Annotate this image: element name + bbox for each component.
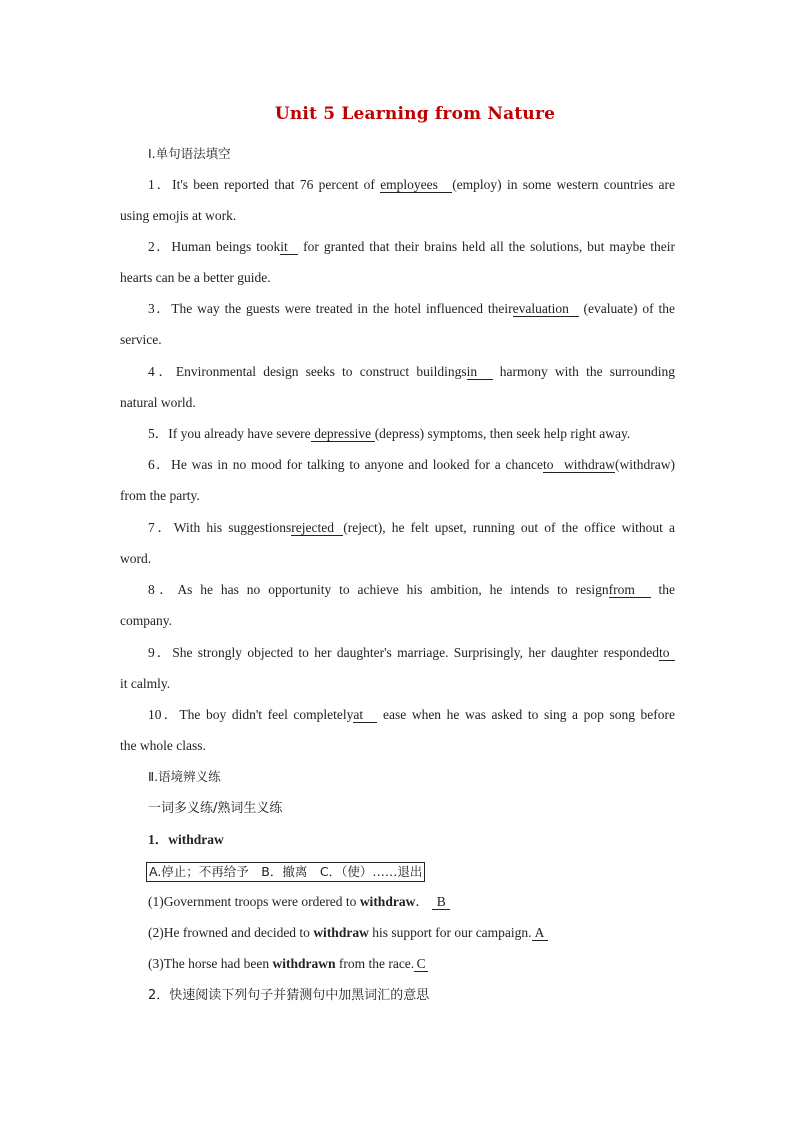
- sentence-2-answer: A: [532, 925, 548, 941]
- answer-blank-4: in: [467, 364, 493, 380]
- item-2-instruction: 2．快速阅读下列句子并猜测句中加黑词汇的意思: [148, 988, 430, 1003]
- page-title: Unit 5 Learning from Nature: [274, 104, 556, 124]
- exercise-item-6: 6．He was in no mood for talking to anyone and looked for a chanceto withdraw(withdraw): [148, 457, 675, 472]
- answer-blank-8: from: [609, 582, 651, 598]
- exercise-item-4-continued: natural world.: [120, 395, 196, 410]
- answer-blank-1: employees: [380, 177, 452, 193]
- sentence-1-answer: B: [432, 894, 450, 910]
- answer-blank-3: evaluation: [513, 301, 579, 317]
- exercise-item-7-continued: word.: [120, 551, 152, 566]
- answer-blank-10: at: [353, 707, 377, 723]
- exercise-item-4: 4．Environmental design seeks to construct buildingsin harmony with the surrounding: [148, 364, 675, 379]
- exercise-item-2-continued: hearts can be a better guide.: [120, 270, 271, 285]
- answer-blank-6: to withdraw: [543, 457, 616, 472]
- exercise-item-3-continued: service.: [120, 332, 162, 347]
- section-2-heading: Ⅱ.语境辨义练: [148, 769, 221, 784]
- exercise-item-5: 5．If you already have severe depressive (depress) symptoms, then seek help right away.: [148, 426, 631, 441]
- exercise-item-10: 10．The boy didn't feel completelyat ease when he was asked to sing a pop song before: [148, 707, 676, 722]
- section-2-subheading: 一词多义练/熟词生义练: [148, 801, 283, 816]
- exercise-item-8: 8．As he has no opportunity to achieve his ambition, he intends to resignfrom the: [148, 582, 676, 597]
- exercise-item-1-continued: using emojis at work.: [120, 208, 237, 223]
- section-1-heading: Ⅰ.单句语法填空: [148, 146, 231, 161]
- exercise-item-7: 7．With his suggestionsrejected (reject), he felt upset, running out of the office without a: [148, 520, 676, 535]
- exercise-item-3: 3．The way the guests were treated in the hotel influenced theirevaluation (evaluate) of the: [148, 301, 676, 316]
- sentence-3-answer: C: [414, 956, 428, 972]
- exercise-item-10-continued: the whole class.: [120, 738, 206, 753]
- exercise-item-6-continued: from the party.: [120, 488, 200, 503]
- answer-blank-2: it: [280, 239, 298, 255]
- exercise-item-9-continued: it calmly.: [120, 676, 171, 691]
- sentence-3: (3)The horse had been withdrawn from the race. C: [148, 954, 675, 974]
- answer-blank-9: to: [659, 645, 675, 661]
- sentence-1: (1)Government troops were ordered to withdraw． B: [148, 892, 675, 912]
- word-1-heading: 1．withdraw: [148, 832, 224, 847]
- answer-blank-7: rejected: [291, 520, 343, 536]
- exercise-item-8-continued: company.: [120, 613, 172, 628]
- options-box: A.停止；不再给予 B．撤离 C．（使）……退出: [146, 862, 425, 882]
- answer-blank-5: depressive: [311, 426, 375, 442]
- sentence-2: (2)He frowned and decided to withdraw his support for our campaign. A: [148, 923, 675, 943]
- exercise-item-1: 1．It's been reported that 76 percent of employees (employ) in some western countries are: [148, 177, 676, 192]
- exercise-item-9: 9．She strongly objected to her daughter's marriage. Surprisingly, her daughter respondedto: [148, 643, 675, 663]
- exercise-item-2: 2．Human beings tookit for granted that their brains held all the solutions, but maybe their: [148, 239, 675, 254]
